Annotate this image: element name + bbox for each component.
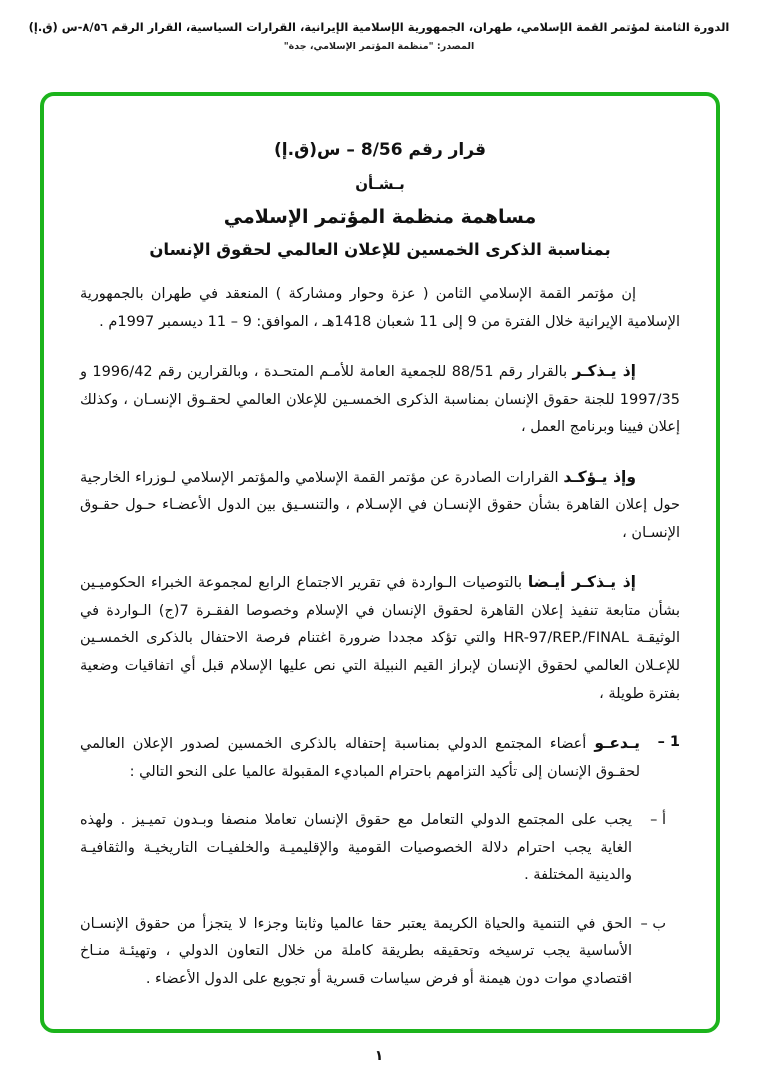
item-text xyxy=(80,911,632,994)
header-source: المصدر: "منظمة المؤتمر الإسلامي، جدة" xyxy=(283,41,475,52)
list-item-a xyxy=(80,807,680,890)
title-occasion: بمناسبة الذكرى الخمسين للإعلان العالمي لحقوق الإنسان xyxy=(149,240,611,259)
header-citation: الدورة الثامنة لمؤتمر القمة الإسلامي، طهران، الجمهورية الإسلامية الإيرانية، القرارات السياسية، القرار الرقم ٨/٥٦-س (ق.إ) xyxy=(28,20,730,34)
paragraph-lead: إذ يـذكـر xyxy=(572,362,636,381)
resolution-number-title: قرار رقم 8/56 – س(ق.إ) xyxy=(274,140,486,160)
item-text xyxy=(80,807,632,890)
paragraph-text: إن مؤتمر القمة الإسلامي الثامن ( عزة وحوار ومشاركة ) المنعقد في طهران بالجمهورية الإسلامية الإيرانية خلال الفترة من 9 إلى 11 شعبان 1418هـ ، الموافق: 9 – 11 ديسمبر 1997م . xyxy=(80,286,680,330)
paragraph-text: بالقرار رقم 88/51 للجمعية العامة للأمـم المتحـدة ، وبالقرارين رقم 1996/42 و 1997/35 للجنة حقوق الإنسان بمناسبة الذكرى الخمسـين للإعلان العالمي لحقـوق الإنسـان ، وكذلك إعلان فيينا وبرنامج العمل ، xyxy=(80,364,680,436)
resolution-body xyxy=(44,96,716,993)
paragraph-affirming xyxy=(80,463,680,548)
paragraph-lead: إذ يـذكـر أيـضا xyxy=(527,573,636,592)
paragraph-text: بالتوصيات الـواردة في تقرير الاجتماع الرابع لمجموعة الخبراء الحكوميـين بشأن متابعة تنفيذ إعلان القاهرة لحقوق الإنسان في الإسلام وخصوصا الفقـرة 7(ج) الـواردة في الوثيقـة HR-97/REP./FINAL والتي تؤكد مجددا ضرورة اغتنام فرصة الاحتفال بالذكرى الخمسـين للإعـلان العالمي لحقوق الإنسان لإبراز القيم النبيلة التي نص عليها الإسلام قبل أي اتفاقيات وضعية بفترة طويلة ، xyxy=(80,575,681,702)
resolution-frame xyxy=(40,92,720,1033)
item-body: أعضاء المجتمع الدولي بمناسبة إحتفاله بالذكرى الخمسين لصدور الإعلان العالمي لحقـوق الإنسان إلى تأكيد التزامهم باحترام المباديء المقبولة عالميا على النحو التالي : xyxy=(80,736,640,780)
item-text xyxy=(80,729,640,786)
item-marker: 1 – xyxy=(657,734,680,751)
paragraph-preamble xyxy=(80,281,680,336)
item-body: الحق في التنمية والحياة الكريمة يعتبر حقا عالميا وثابتا وجزءا لا يتجزأ من حقوق الإنسـان الأساسية يجب ترسيخه وتحقيقه بطريقة كاملة من خلال التعاون الدولي ، وتهيئـة منـاخ اقتصادي موات دون هيمنة أو فرض سياسات قسرية أو تجويع على الدول الأعضاء . xyxy=(80,915,632,987)
item-marker: ب – xyxy=(640,915,666,932)
paragraph-lead: وإذ يـؤكـد xyxy=(563,467,637,486)
title-block xyxy=(80,140,680,259)
list-item-1 xyxy=(80,729,680,786)
item-body: يجب على المجتمع الدولي التعامل مع حقوق الإنسان تعاملا منصفا وبـدون تميـيز . ولهذه الغاية يجب احترام دلالة الخصوصيات القومية والإقليميـة والخلفيـات التاريخيـة والثقافيـة والدينية المختلفة . xyxy=(80,812,632,884)
paragraph-text: القرارات الصادرة عن مؤتمر القمة الإسلامي والمؤتمر الإسلامي لـوزراء الخارجية حول إعلان القاهرة بشأن حقوق الإنسـان في الإسـلام ، والتنسـيق بين الدول الأعضـاء حـول حقـوق الإنسـان ، xyxy=(80,469,680,541)
title-regarding: بـشـأن xyxy=(355,175,405,193)
paragraph-recalling xyxy=(80,357,680,442)
list-item-b xyxy=(80,911,680,994)
paragraph-recalling-also xyxy=(80,568,680,708)
title-subject: مساهمة منظمة المؤتمر الإسلامي xyxy=(223,206,537,228)
page-number: ١ xyxy=(374,1048,384,1064)
document-header xyxy=(20,20,738,52)
item-marker: أ – xyxy=(650,812,666,829)
item-lead: يـدعـو xyxy=(594,734,640,753)
